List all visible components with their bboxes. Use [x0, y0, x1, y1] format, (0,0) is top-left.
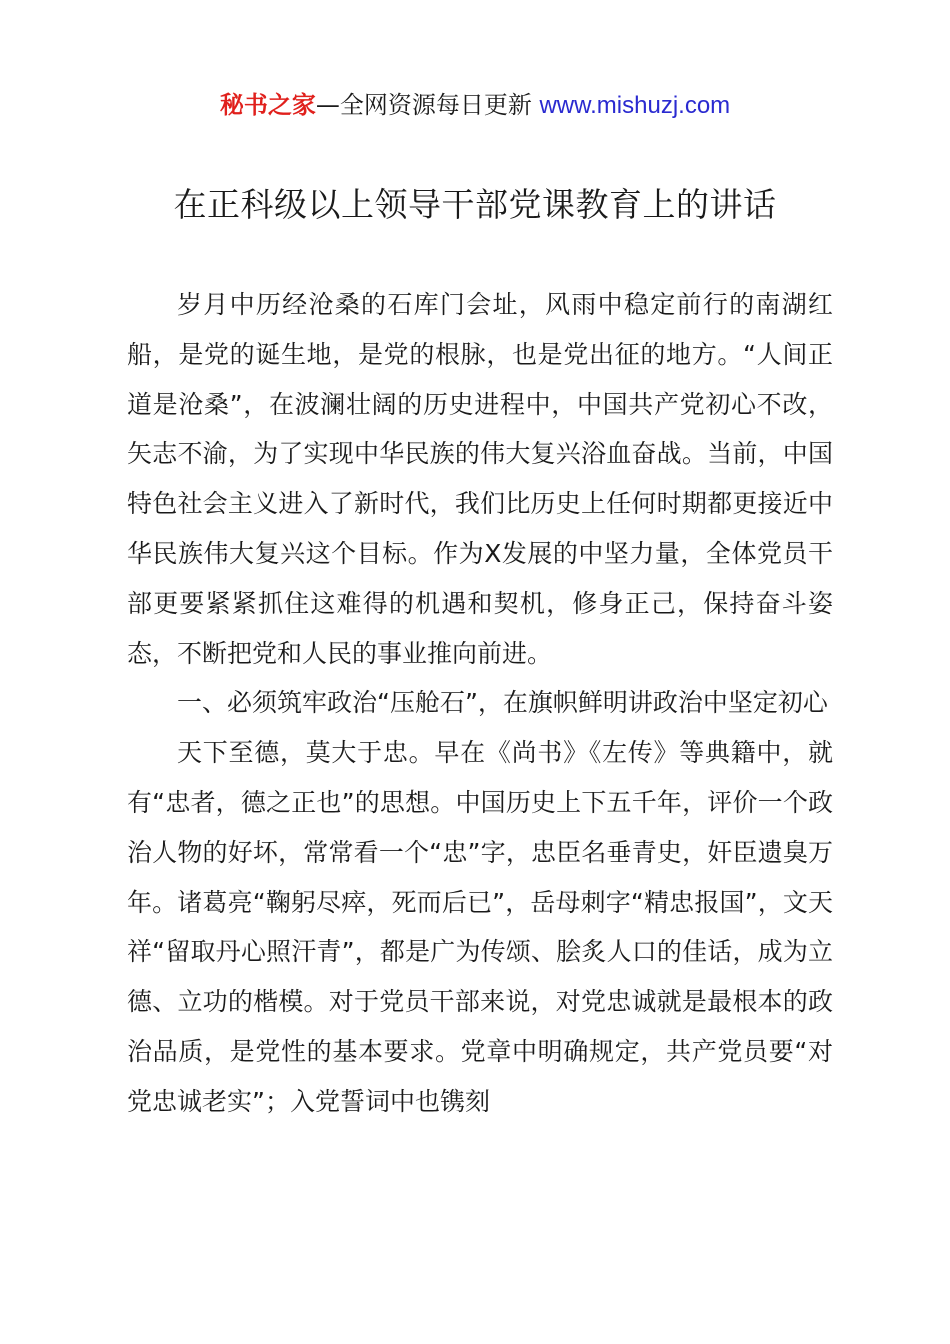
- document-body: [127, 280, 833, 1127]
- paragraph-section-1: 天下至德，莫大于忠。早在《尚书》《左传》等典籍中，就有“忠者，德之正也”的思想。中国历史上下五千年，评价一个政治人物的好坏，常常看一个“忠”字，忠臣名垂青史，奸臣遗臭万年。诸葛亮“鞠躬尽瘁，死而后已”，岳母刺字“精忠报国”，文天祥“留取丹心照汗青”，都是广为传颂、脍炙人口的佳话，成为立德、立功的楷模。对于党员干部来说，对党忠诚就是最根本的政治品质，是党性的基本要求。党章中明确规定，共产党员要“对党忠诚老实”；入党誓词中也镌刻: [127, 738, 833, 1116]
- header-dash: —: [315, 91, 340, 119]
- site-url-link[interactable]: www.mishuzj.com: [539, 92, 731, 119]
- section-heading-1: 一、必须筑牢政治“压舱石”，在旗帜鲜明讲政治中坚定初心: [177, 688, 828, 718]
- paragraph-intro: 岁月中历经沧桑的石库门会址，风雨中稳定前行的南湖红船，是党的诞生地，是党的根脉，也是党出征的地方。“人间正道是沧桑”，在波澜壮阔的历史进程中，中国共产党初心不改，矢志不渝，为了实现中华民族的伟大复兴浴血奋战。当前，中国特色社会主义进入了新时代，我们比历史上任何时期都更接近中华民族伟大复兴这个目标。作为X发展的中坚力量，全体党员干部更要紧紧抓住这难得的机遇和契机，修身正己，保持奋斗姿态，不断把党和人民的事业推向前进。: [127, 290, 833, 668]
- site-brand: 秘书之家: [219, 91, 316, 119]
- site-tagline: 全网资源每日更新: [339, 91, 532, 119]
- document-title: 在正科级以上领导干部党课教育上的讲话: [173, 185, 777, 224]
- site-header: [0, 88, 950, 123]
